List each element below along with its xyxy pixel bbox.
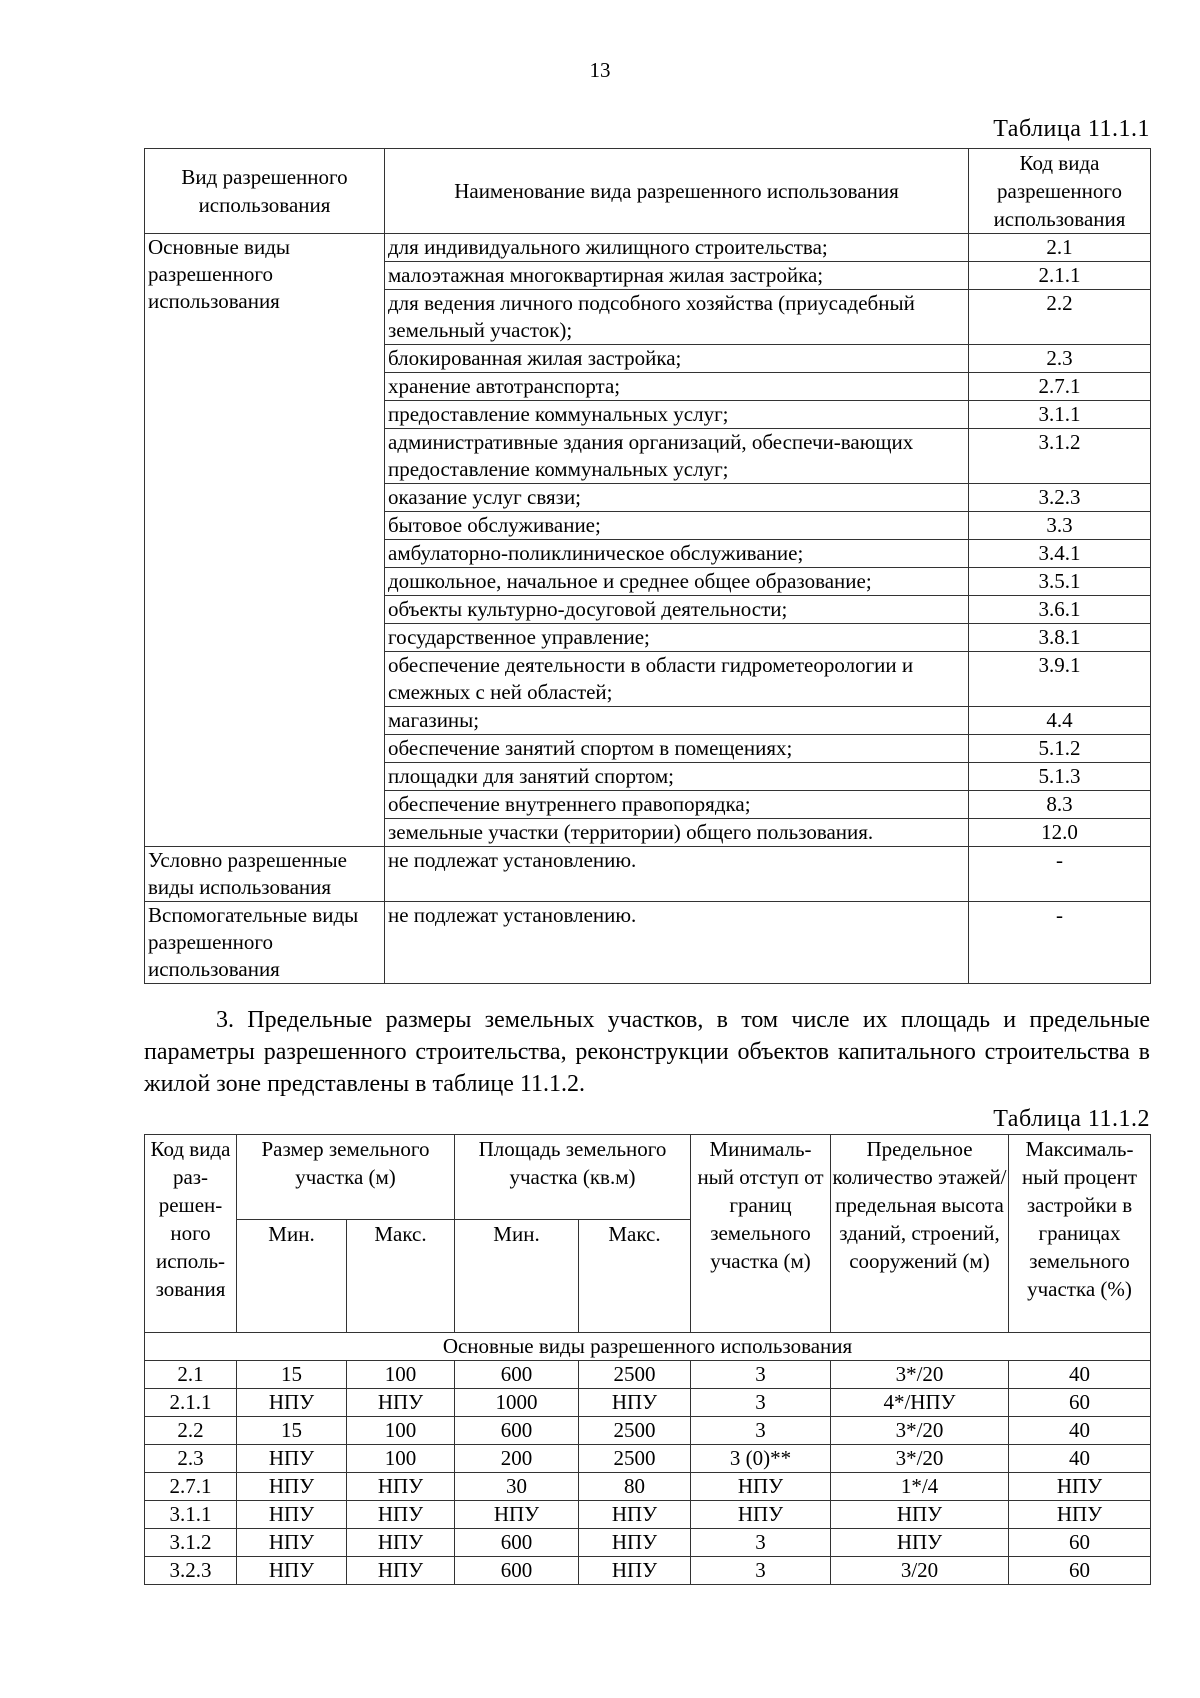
setback-cell: 3 (0)** bbox=[691, 1445, 831, 1473]
table-row bbox=[145, 1389, 1151, 1417]
floors-cell: 3*/20 bbox=[831, 1445, 1009, 1473]
code-cell: 2.1.1 bbox=[145, 1389, 237, 1417]
floors-cell: 3*/20 bbox=[831, 1361, 1009, 1389]
use-code: 3.4.1 bbox=[969, 540, 1151, 568]
body-paragraph: 3. Предельные размеры земельных участков, в том числе их площадь и предельные параметры разрешенного строительства, реконструкции объектов капитального строительства в жилой зоне представлены в таблице 11.1.2. bbox=[144, 1007, 1150, 1097]
use-code: 3.2.3 bbox=[969, 484, 1151, 512]
use-name: не подлежат установлению. bbox=[385, 902, 969, 984]
use-category: Вспомогательные виды разрешенного использования bbox=[145, 902, 385, 984]
area-max-cell: 2500 bbox=[579, 1361, 691, 1389]
table-row bbox=[145, 1361, 1151, 1389]
table1-body bbox=[145, 234, 1151, 984]
table2-caption: Таблица 11.1.2 bbox=[993, 1106, 1150, 1132]
use-name: малоэтажная многоквартирная жилая застройка; bbox=[385, 262, 969, 290]
header-area: Площадь земельного участка (кв.м) bbox=[455, 1135, 691, 1220]
use-name: бытовое обслуживание; bbox=[385, 512, 969, 540]
use-code: - bbox=[969, 902, 1151, 984]
area-max-cell: 2500 bbox=[579, 1417, 691, 1445]
page-number: 13 bbox=[589, 58, 611, 82]
area-min-cell: 600 bbox=[455, 1529, 579, 1557]
setback-cell: 3 bbox=[691, 1417, 831, 1445]
setback-cell: НПУ bbox=[691, 1501, 831, 1529]
header-use-code: Код вида разрешенного использования bbox=[969, 149, 1151, 234]
code-cell: 3.2.3 bbox=[145, 1557, 237, 1585]
setback-cell: 3 bbox=[691, 1389, 831, 1417]
size-min-cell: 15 bbox=[237, 1361, 347, 1389]
percent-cell: 40 bbox=[1009, 1417, 1151, 1445]
floors-cell: НПУ bbox=[831, 1529, 1009, 1557]
table2-section-row bbox=[145, 1333, 1151, 1361]
size-min-cell: НПУ bbox=[237, 1501, 347, 1529]
percent-cell: 60 bbox=[1009, 1529, 1151, 1557]
header-area-max: Макс. bbox=[579, 1220, 691, 1333]
header-size-min: Мин. bbox=[237, 1220, 347, 1333]
table1-caption: Таблица 11.1.1 bbox=[993, 116, 1150, 142]
table-row bbox=[145, 902, 1151, 984]
percent-cell: 40 bbox=[1009, 1445, 1151, 1473]
use-name: магазины; bbox=[385, 707, 969, 735]
code-cell: 3.1.1 bbox=[145, 1501, 237, 1529]
header-floors: Предельное количество этажей/ предельная высота зданий, строений, сооружений (м) bbox=[831, 1135, 1009, 1333]
floors-cell: 3/20 bbox=[831, 1557, 1009, 1585]
use-code: 12.0 bbox=[969, 819, 1151, 847]
use-name: земельные участки (территории) общего пользования. bbox=[385, 819, 969, 847]
code-cell: 2.7.1 bbox=[145, 1473, 237, 1501]
use-code: 2.3 bbox=[969, 345, 1151, 373]
area-max-cell: НПУ bbox=[579, 1557, 691, 1585]
table1-header-row bbox=[145, 149, 1151, 234]
use-code: 3.5.1 bbox=[969, 568, 1151, 596]
area-min-cell: 600 bbox=[455, 1557, 579, 1585]
percent-cell: 40 bbox=[1009, 1361, 1151, 1389]
floors-cell: НПУ bbox=[831, 1501, 1009, 1529]
header-area-min: Мин. bbox=[455, 1220, 579, 1333]
use-name: для ведения личного подсобного хозяйства (приусадебный земельный участок); bbox=[385, 290, 969, 345]
table-row bbox=[145, 234, 1151, 262]
header-percent: Максималь-ный процент застройки в границах земельного участка (%) bbox=[1009, 1135, 1151, 1333]
code-cell: 2.1 bbox=[145, 1361, 237, 1389]
header-size: Размер земельного участка (м) bbox=[237, 1135, 455, 1220]
code-cell: 2.3 bbox=[145, 1445, 237, 1473]
setback-cell: 3 bbox=[691, 1529, 831, 1557]
size-max-cell: 100 bbox=[347, 1361, 455, 1389]
area-max-cell: НПУ bbox=[579, 1529, 691, 1557]
use-name: обеспечение деятельности в области гидрометеорологии и смежных с ней областей; bbox=[385, 652, 969, 707]
table-row bbox=[145, 1473, 1151, 1501]
table2-header-row-1 bbox=[145, 1135, 1151, 1220]
floors-cell: 4*/НПУ bbox=[831, 1389, 1009, 1417]
area-max-cell: НПУ bbox=[579, 1501, 691, 1529]
size-max-cell: НПУ bbox=[347, 1557, 455, 1585]
size-min-cell: НПУ bbox=[237, 1389, 347, 1417]
area-max-cell: НПУ bbox=[579, 1389, 691, 1417]
use-code: 3.1.1 bbox=[969, 401, 1151, 429]
table-row bbox=[145, 1445, 1151, 1473]
header-use-type: Вид разрешенного использования bbox=[145, 149, 385, 234]
use-code: 3.1.2 bbox=[969, 429, 1151, 484]
use-code: 4.4 bbox=[969, 707, 1151, 735]
table-row bbox=[145, 1557, 1151, 1585]
size-max-cell: НПУ bbox=[347, 1501, 455, 1529]
size-max-cell: НПУ bbox=[347, 1529, 455, 1557]
size-max-cell: НПУ bbox=[347, 1473, 455, 1501]
size-max-cell: НПУ bbox=[347, 1389, 455, 1417]
area-min-cell: 600 bbox=[455, 1361, 579, 1389]
code-cell: 3.1.2 bbox=[145, 1529, 237, 1557]
use-name: административные здания организаций, обеспечи-вающих предоставление коммунальных услуг; bbox=[385, 429, 969, 484]
size-max-cell: 100 bbox=[347, 1417, 455, 1445]
setback-cell: 3 bbox=[691, 1557, 831, 1585]
use-code: 2.1 bbox=[969, 234, 1151, 262]
use-name: обеспечение занятий спортом в помещениях; bbox=[385, 735, 969, 763]
use-code: 5.1.3 bbox=[969, 763, 1151, 791]
use-name: предоставление коммунальных услуг; bbox=[385, 401, 969, 429]
use-name: оказание услуг связи; bbox=[385, 484, 969, 512]
percent-cell: 60 bbox=[1009, 1557, 1151, 1585]
area-min-cell: 200 bbox=[455, 1445, 579, 1473]
use-name: амбулаторно-поликлиническое обслуживание; bbox=[385, 540, 969, 568]
size-min-cell: НПУ bbox=[237, 1473, 347, 1501]
area-min-cell: 600 bbox=[455, 1417, 579, 1445]
use-name: объекты культурно-досуговой деятельности; bbox=[385, 596, 969, 624]
percent-cell: 60 bbox=[1009, 1389, 1151, 1417]
section-label: Основные виды разрешенного использования bbox=[145, 1333, 1151, 1361]
use-name: блокированная жилая застройка; bbox=[385, 345, 969, 373]
size-min-cell: НПУ bbox=[237, 1445, 347, 1473]
size-max-cell: 100 bbox=[347, 1445, 455, 1473]
permitted-use-table bbox=[144, 148, 1151, 984]
use-code: - bbox=[969, 847, 1151, 902]
header-use-name: Наименование вида разрешенного использования bbox=[385, 149, 969, 234]
use-code: 3.8.1 bbox=[969, 624, 1151, 652]
percent-cell: НПУ bbox=[1009, 1473, 1151, 1501]
parameters-table bbox=[144, 1134, 1151, 1585]
area-min-cell: 1000 bbox=[455, 1389, 579, 1417]
table-row bbox=[145, 847, 1151, 902]
use-name: дошкольное, начальное и среднее общее образование; bbox=[385, 568, 969, 596]
use-name: государственное управление; bbox=[385, 624, 969, 652]
use-code: 2.7.1 bbox=[969, 373, 1151, 401]
area-max-cell: 80 bbox=[579, 1473, 691, 1501]
use-code: 2.1.1 bbox=[969, 262, 1151, 290]
floors-cell: 1*/4 bbox=[831, 1473, 1009, 1501]
use-code: 2.2 bbox=[969, 290, 1151, 345]
use-code: 3.3 bbox=[969, 512, 1151, 540]
use-code: 3.9.1 bbox=[969, 652, 1151, 707]
use-code: 3.6.1 bbox=[969, 596, 1151, 624]
code-cell: 2.2 bbox=[145, 1417, 237, 1445]
header-setback: Минималь-ный отступ от границ земельного участка (м) bbox=[691, 1135, 831, 1333]
size-min-cell: НПУ bbox=[237, 1529, 347, 1557]
setback-cell: 3 bbox=[691, 1361, 831, 1389]
use-category: Основные виды разрешенного использования bbox=[145, 234, 385, 847]
size-min-cell: НПУ bbox=[237, 1557, 347, 1585]
table2-body bbox=[145, 1333, 1151, 1585]
use-name: обеспечение внутреннего правопорядка; bbox=[385, 791, 969, 819]
table-row bbox=[145, 1501, 1151, 1529]
use-name: для индивидуального жилищного строительства; bbox=[385, 234, 969, 262]
use-code: 5.1.2 bbox=[969, 735, 1151, 763]
size-min-cell: 15 bbox=[237, 1417, 347, 1445]
setback-cell: НПУ bbox=[691, 1473, 831, 1501]
use-name: площадки для занятий спортом; bbox=[385, 763, 969, 791]
header-code: Код вида раз-решен-ного исполь-зования bbox=[145, 1135, 237, 1333]
table-row bbox=[145, 1417, 1151, 1445]
floors-cell: 3*/20 bbox=[831, 1417, 1009, 1445]
use-code: 8.3 bbox=[969, 791, 1151, 819]
use-name: хранение автотранспорта; bbox=[385, 373, 969, 401]
header-size-max: Макс. bbox=[347, 1220, 455, 1333]
use-name: не подлежат установлению. bbox=[385, 847, 969, 902]
percent-cell: НПУ bbox=[1009, 1501, 1151, 1529]
area-max-cell: 2500 bbox=[579, 1445, 691, 1473]
area-min-cell: НПУ bbox=[455, 1501, 579, 1529]
use-category: Условно разрешенные виды использования bbox=[145, 847, 385, 902]
area-min-cell: 30 bbox=[455, 1473, 579, 1501]
table-row bbox=[145, 1529, 1151, 1557]
